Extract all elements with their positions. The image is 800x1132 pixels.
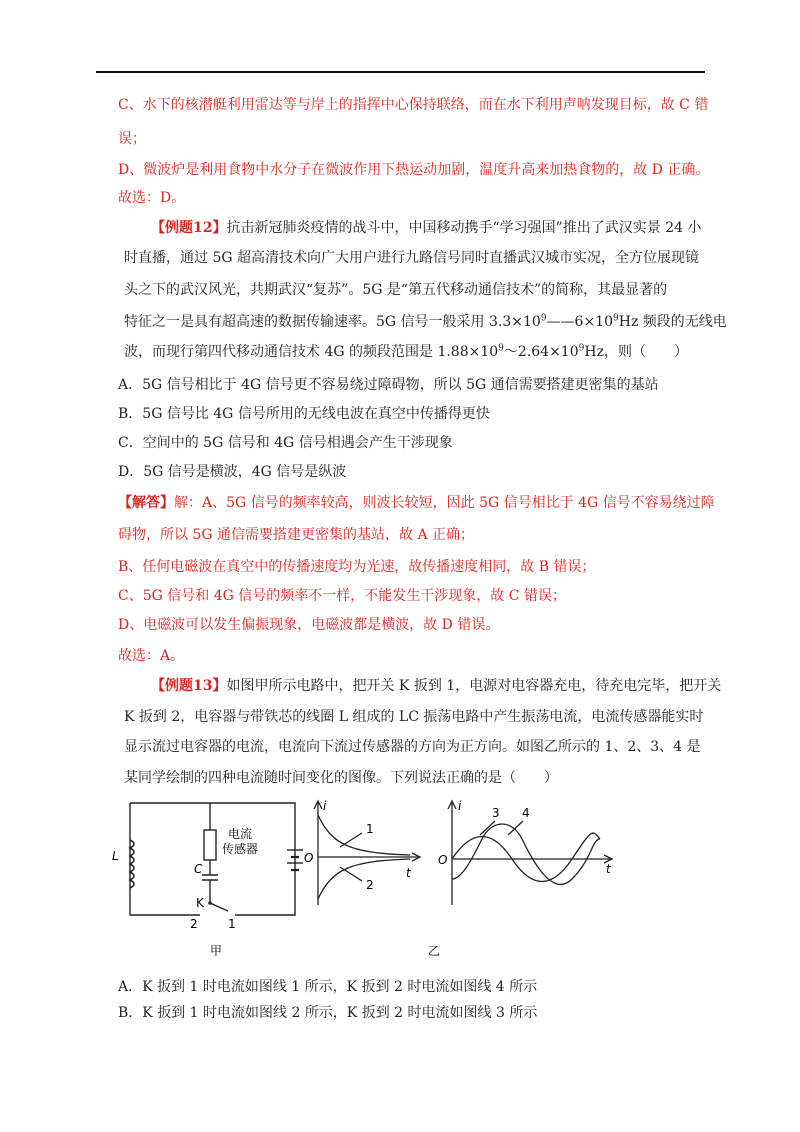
caption-left: 甲 xyxy=(210,944,223,958)
prev-answer-d-line: D、微波炉是利用食物中水分子在微波作用下热运动加剧，温度升高来加热食物的，故 D 正确。 xyxy=(118,162,710,178)
caption-right: 乙 xyxy=(428,944,441,958)
example13-text1: 如图甲所示电路中，把开关 K 扳到 1，电源对电容器充电，待充电完毕，把开关 xyxy=(226,678,722,694)
graph2-curve-3 xyxy=(452,833,600,881)
switch-blade xyxy=(210,903,228,911)
switch-label: K xyxy=(196,896,204,910)
circuit-and-graph-figure xyxy=(110,795,630,960)
example12-option-d: D．5G 信号是横波，4G 信号是纵波 xyxy=(118,464,347,480)
example13-option-a: A．K 扳到 1 时电流如图线 1 所示，K 扳到 2 时电流如图线 4 所示 xyxy=(118,979,538,995)
graph2-pointer-3 xyxy=(480,821,495,835)
example12-answer-tag: 【解答】 xyxy=(118,495,174,511)
example12-line5-exp2: 9 xyxy=(578,343,585,354)
graph1-curve-1 xyxy=(318,815,410,855)
example13-line1 xyxy=(151,676,721,696)
header-rule xyxy=(96,71,705,73)
graph1-curve-2 xyxy=(318,859,410,899)
example12-tag: 【例题12】 xyxy=(151,220,227,236)
graph1-pointer-2 xyxy=(340,867,362,881)
example13-line4: 某同学绘制的四种电流随时间变化的图像。下列说法正确的是（ ） xyxy=(124,770,558,786)
example12-line5-c: Hz，则（ ） xyxy=(584,344,688,360)
example12-option-b: B．5G 信号比 4G 信号所用的无线电波在真空中传播得更快 xyxy=(118,406,490,422)
graph2-pointer-4 xyxy=(508,821,523,835)
graph1-pointer-1 xyxy=(340,833,362,847)
graph1-t-label: t xyxy=(406,866,411,880)
graph1-curve-1-label: 1 xyxy=(366,822,374,836)
current-sensor-box xyxy=(204,830,216,860)
example12-answer-line2: 碍物，所以 5G 通信需要搭建更密集的基站，故 A 正确； xyxy=(118,527,475,543)
example12-line4-a: 特征之一是具有超高速的数据传输速率。5G 信号一般采用 3.3×10 xyxy=(124,314,541,330)
switch-pos-2: 2 xyxy=(190,917,198,931)
inductor-label: L xyxy=(112,849,119,863)
circuit-wire-right xyxy=(130,803,295,915)
example12-answer-line3: B、任何电磁波在真空中的传播速度均为光速，故传播速度相同，故 B 错误； xyxy=(118,559,596,575)
prev-answer-c-line1: C、水下的核潜艇利用雷达等与岸上的指挥中心保持联络，而在水下利用声呐发现目标，故 C 错 xyxy=(118,97,709,113)
example12-option-a: A．5G 信号相比于 4G 信号更不容易绕过障碍物，所以 5G 通信需要搭建更密集的基站 xyxy=(118,377,659,393)
switch-pivot xyxy=(208,901,212,905)
example12-line5 xyxy=(124,342,688,362)
example12-line4-c: Hz 频段的无线电 xyxy=(618,314,727,330)
example12-line5-exp1: 9 xyxy=(498,343,504,354)
sensor-label-1: 电流 xyxy=(228,827,253,841)
example12-answer-line5: D、电磁波可以发生偏振现象，电磁波都是横波，故 D 错误。 xyxy=(118,617,500,633)
graph2-curve-4-label: 4 xyxy=(522,806,530,820)
switch-pos-1: 1 xyxy=(228,917,236,931)
example13-line2: K 扳到 2，电容器与带铁芯的线圈 L 组成的 LC 振荡电路中产生振荡电流，电流传感器能实时 xyxy=(124,709,704,725)
prev-answer-choice: 故选：D。 xyxy=(118,190,186,206)
graph2-i-label: i xyxy=(458,799,462,813)
example13-tag: 【例题13】 xyxy=(151,678,227,694)
prev-answer-c-line2: 误； xyxy=(118,131,146,147)
example12-line4-exp1: 9 xyxy=(540,313,547,324)
example12-line1 xyxy=(151,218,702,238)
example12-text1: 抗击新冠肺炎疫情的战斗中，中国移动携手“学习强国”推出了武汉实景 24 小 xyxy=(226,220,702,236)
circuit-wire-left xyxy=(130,803,200,915)
example12-line4-exp2: 9 xyxy=(613,313,619,324)
example12-answer-line1 xyxy=(118,493,715,513)
example12-line4 xyxy=(124,312,727,332)
example12-answer-choice: 故选：A。 xyxy=(118,648,185,664)
example12-line4-b: ——6×10 xyxy=(546,314,613,330)
graph1-i-label: i xyxy=(323,799,327,813)
example12-answer-text1: 解：A、5G 信号的频率较高，则波长较短，因此 5G 信号相比于 4G 信号不容易绕过障 xyxy=(174,495,715,511)
sensor-label-2: 传感器 xyxy=(222,842,259,856)
example12-option-c: C．空间中的 5G 信号和 4G 信号相遇会产生干涉现象 xyxy=(118,435,453,451)
graph1-curve-2-label: 2 xyxy=(366,878,374,892)
capacitor-plates xyxy=(202,875,218,880)
graph1-origin-label: O xyxy=(304,851,314,865)
example12-line5-b: ～2.64×10 xyxy=(503,344,579,360)
capacitor-label: C xyxy=(194,862,203,876)
example13-line3: 显示流过电容器的电流，电流向下流过传感器的方向为正方向。如图乙所示的 1、2、3、4 是 xyxy=(124,739,701,755)
graph2-origin-label: O xyxy=(438,853,448,867)
example12-answer-line4: C、5G 信号和 4G 信号的频率不一样，不能发生干涉现象，故 C 错误； xyxy=(118,588,566,604)
example12-line2: 时直播，通过 5G 超高清技术向广大用户进行九路信号同时直播武汉城市实况，全方位展现镜 xyxy=(124,250,699,266)
example12-line5-a: 波，而现行第四代移动通信技术 4G 的频段范围是 1.88×10 xyxy=(124,344,499,360)
graph2-curve-3-label: 3 xyxy=(492,806,500,820)
example13-option-b: B．K 扳到 1 时电流如图线 2 所示，K 扳到 2 时电流如图线 3 所示 xyxy=(118,1005,538,1021)
graph2-t-label: t xyxy=(606,862,611,876)
inductor-coil xyxy=(130,840,134,888)
example12-line3: 头之下的武汉风光，共期武汉“复苏”。5G 是“第五代移动通信技术”的简称，其最显著的 xyxy=(124,282,668,298)
